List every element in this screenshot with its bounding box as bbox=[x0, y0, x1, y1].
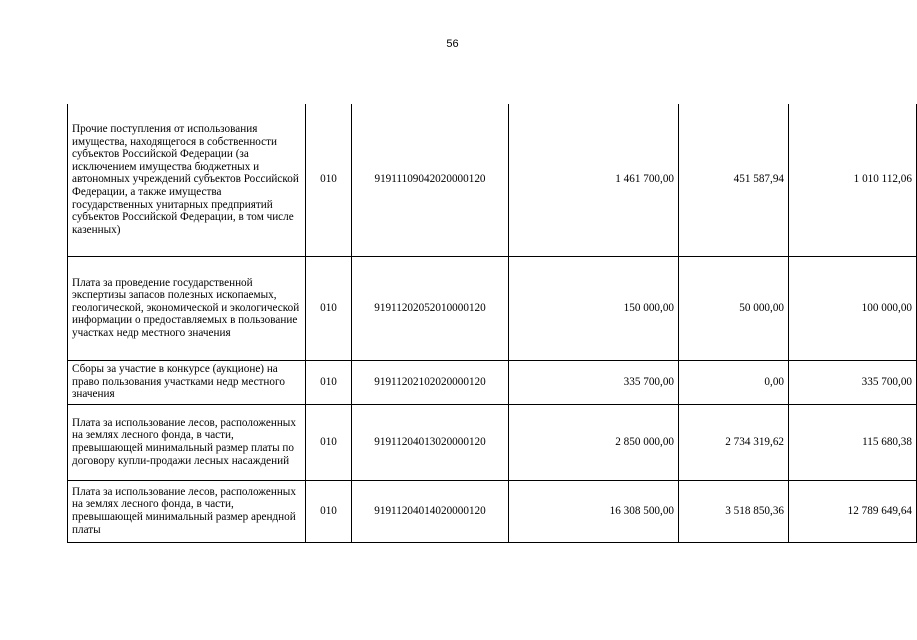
remaining-amount-cell: 1 010 112,06 bbox=[789, 104, 917, 256]
revenue-name-cell: Сборы за участие в конкурсе (аукционе) на право пользования участками недр местного значения bbox=[68, 360, 306, 404]
budget-code-cell: 91911204013020000120 bbox=[352, 404, 509, 480]
remaining-amount-cell: 115 680,38 bbox=[789, 404, 917, 480]
budget-code-cell: 91911202052010000120 bbox=[352, 256, 509, 360]
line-code-cell: 010 bbox=[306, 256, 352, 360]
line-code-cell: 010 bbox=[306, 104, 352, 256]
executed-amount-cell: 3 518 850,36 bbox=[679, 480, 789, 542]
line-code-cell: 010 bbox=[306, 360, 352, 404]
executed-amount-cell: 2 734 319,62 bbox=[679, 404, 789, 480]
approved-amount-cell: 16 308 500,00 bbox=[509, 480, 679, 542]
executed-amount-cell: 0,00 bbox=[679, 360, 789, 404]
budget-code-cell: 91911202102020000120 bbox=[352, 360, 509, 404]
remaining-amount-cell: 100 000,00 bbox=[789, 256, 917, 360]
line-code-cell: 010 bbox=[306, 480, 352, 542]
approved-amount-cell: 150 000,00 bbox=[509, 256, 679, 360]
budget-code-cell: 91911204014020000120 bbox=[352, 480, 509, 542]
table-row bbox=[68, 480, 917, 542]
table-row bbox=[68, 256, 917, 360]
approved-amount-cell: 1 461 700,00 bbox=[509, 104, 679, 256]
budget-code-cell: 91911109042020000120 bbox=[352, 104, 509, 256]
executed-amount-cell: 451 587,94 bbox=[679, 104, 789, 256]
remaining-amount-cell: 12 789 649,64 bbox=[789, 480, 917, 542]
revenue-name-cell: Плата за проведение государственной экспертизы запасов полезных ископаемых, геологической, экономической и экологической информации о предоставляемых в пользование участках недр местного значения bbox=[68, 256, 306, 360]
executed-amount-cell: 50 000,00 bbox=[679, 256, 789, 360]
revenue-name-cell: Плата за использование лесов, расположенных на землях лесного фонда, в части, превышающей минимальный размер арендной платы bbox=[68, 480, 306, 542]
table-row bbox=[68, 104, 917, 256]
line-code-cell: 010 bbox=[306, 404, 352, 480]
approved-amount-cell: 2 850 000,00 bbox=[509, 404, 679, 480]
table-row bbox=[68, 360, 917, 404]
table-row bbox=[68, 404, 917, 480]
remaining-amount-cell: 335 700,00 bbox=[789, 360, 917, 404]
revenue-name-cell: Плата за использование лесов, расположенных на землях лесного фонда, в части, превышающей минимальный размер платы по договору купли-продажи лесных насаждений bbox=[68, 404, 306, 480]
revenue-name-cell: Прочие поступления от использования имущества, находящегося в собственности субъектов Российской Федерации (за исключением имущества бюджетных и автономных учреждений субъектов Российской Федерации, а также имущества государственных унитарных предприятий субъектов Российской Федерации, в том числе казенных) bbox=[68, 104, 306, 256]
revenue-table bbox=[67, 104, 917, 543]
page-number: 56 bbox=[446, 38, 459, 50]
approved-amount-cell: 335 700,00 bbox=[509, 360, 679, 404]
